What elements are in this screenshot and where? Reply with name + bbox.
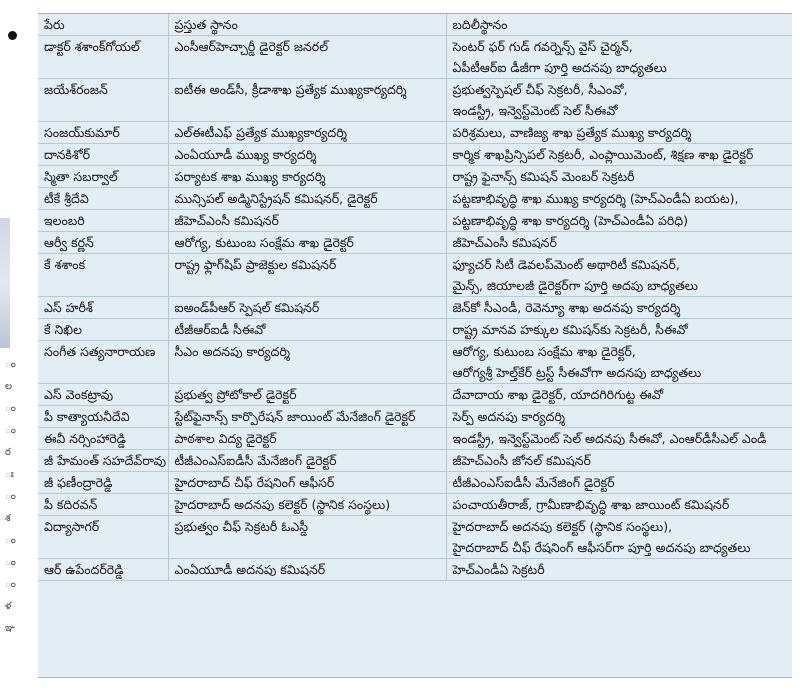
cell-line: కార్మిక శాఖప్రిన్సిపల్ సెక్రటరీ, ఎంప్లాయిమెంట్, శిక్షణ శాఖ డైరెక్టర్ bbox=[452, 147, 754, 162]
table-row bbox=[38, 559, 792, 581]
new-post-cell bbox=[446, 210, 792, 232]
new-post-cell bbox=[446, 472, 792, 494]
margin-fragment: ః bbox=[5, 469, 14, 480]
cell-line: జీహెచ్ఎంసీ జోనల్ కమిషనర్ bbox=[452, 453, 591, 468]
current-post-cell bbox=[168, 188, 446, 210]
table-row bbox=[38, 144, 792, 166]
cell-line: కే నిఖిల bbox=[44, 322, 82, 337]
cell-line: దేవాదాయ శాఖ డైరెక్టర్, యాదగిరిగుట్ట ఈవో bbox=[452, 387, 664, 402]
current-post-cell bbox=[168, 384, 446, 406]
cell-line: హైదరాబాద్ చీఫ్ రేషనింగ్ ఆఫీసర్ bbox=[174, 475, 335, 490]
cell-line: ఈవీ నర్సింహారెడ్డి bbox=[44, 431, 126, 446]
cell-line: ఎంఏయూడీ అదనపు కమిషనర్ bbox=[174, 562, 326, 577]
table-row bbox=[38, 232, 792, 254]
table-row bbox=[38, 254, 792, 297]
cell-line: రాష్ట్ర ఫ్లాగ్‌షిప్ ప్రాజెక్టుల కమిషనర్ bbox=[174, 257, 337, 272]
name-cell bbox=[38, 166, 168, 188]
cropped-photo-edge bbox=[0, 218, 10, 348]
new-post-cell bbox=[446, 122, 792, 144]
cell-line: సంజయ్‌కుమార్ bbox=[44, 125, 120, 140]
margin-fragment: ం bbox=[5, 425, 16, 436]
new-post-cell bbox=[446, 297, 792, 319]
current-post-cell bbox=[168, 144, 446, 166]
cell-line: పీ కాత్యాయనీదేవి bbox=[44, 409, 130, 424]
current-post-cell bbox=[168, 516, 446, 559]
name-cell bbox=[38, 210, 168, 232]
name-cell bbox=[38, 428, 168, 450]
cell-line: పట్టణాభివృద్ధి శాఖ కార్యదర్శి (హెచ్ఎండీఏ పరిధి) bbox=[452, 213, 688, 228]
cell-line: స్టేట్‌ఫైనాన్స్ కార్పొరేషన్ జాయింట్ మేనేజింగ్ డైరెక్టర్ bbox=[174, 409, 416, 424]
cell-line: పీ కదిరవన్ bbox=[44, 497, 98, 512]
table-row bbox=[38, 122, 792, 144]
cell-line: మైన్స్, జియాలజీ డైరెక్టర్‌గా పూర్తి అదపు బాధ్యతలు bbox=[452, 278, 698, 293]
current-post-cell bbox=[168, 232, 446, 254]
cell-line: హైదరాబాద్ చీఫ్ రేషనింగ్ ఆఫీసర్‌గా పూర్తి అదనపు బాధ్యతలు bbox=[452, 540, 751, 555]
margin-fragment: శ bbox=[5, 513, 11, 524]
cell-line: ఇండస్ట్రీ, ఇన్వెస్ట్‌మెంట్ సెల్ సీఈవో bbox=[452, 103, 618, 118]
cell-line: రాష్ట్ర మానవ హక్కుల కమిషన్‌కు సెక్రటరీ, సీఈవో bbox=[452, 322, 688, 337]
cell-line: కే శశాంక bbox=[44, 257, 86, 272]
cell-line: జెన్‌కో సీఎండీ, రెవెన్యూ శాఖ అదనపు కార్యదర్శి bbox=[452, 300, 681, 315]
current-post-cell bbox=[168, 79, 446, 122]
new-post-cell bbox=[446, 232, 792, 254]
new-post-cell bbox=[446, 450, 792, 472]
new-post-cell bbox=[446, 144, 792, 166]
name-cell bbox=[38, 559, 168, 581]
new-post-cell bbox=[446, 406, 792, 428]
cell-line: సీఎం అదనపు కార్యదర్శి bbox=[174, 344, 291, 359]
margin-fragment: ం bbox=[5, 535, 16, 546]
cell-line: స్మితా సబర్వాల్ bbox=[44, 169, 118, 184]
name-cell bbox=[38, 494, 168, 516]
bullet-icon bbox=[8, 31, 17, 40]
cell-line: ఎస్ వెంకట్రావు bbox=[44, 387, 114, 402]
new-post-cell bbox=[446, 166, 792, 188]
new-post-cell bbox=[446, 254, 792, 297]
cell-line: టీజీఎంఎస్ఐడీసీ మేనేజింగ్ డైరెక్టర్ bbox=[452, 475, 615, 490]
current-post-cell bbox=[168, 122, 446, 144]
table-row bbox=[38, 384, 792, 406]
new-post-cell bbox=[446, 319, 792, 341]
new-post-cell bbox=[446, 384, 792, 406]
new-post-cell bbox=[446, 428, 792, 450]
cell-line: ప్రభుత్వ ప్రోటోకాల్ డైరెక్టర్ bbox=[174, 387, 297, 402]
table-row bbox=[38, 472, 792, 494]
left-margin-strip bbox=[0, 0, 30, 691]
table-row bbox=[38, 341, 792, 384]
current-post-cell bbox=[168, 450, 446, 472]
header-name: పేరు bbox=[38, 14, 168, 36]
table-row bbox=[38, 166, 792, 188]
cell-line: జీహెచ్ఎంసీ కమిషనర్ bbox=[174, 213, 279, 228]
table-row bbox=[38, 450, 792, 472]
margin-fragment: ఞ bbox=[5, 623, 15, 634]
cell-line: సంగీత సత్యనారాయణ bbox=[44, 344, 156, 359]
cell-line: సెంటర్ ఫర్ గుడ్ గవర్నెన్స్ వైస్ చైర్మన్, bbox=[452, 39, 633, 54]
cell-line: జీ హేమంత్ సహదేవ్‌రావు bbox=[44, 453, 167, 468]
current-post-cell bbox=[168, 319, 446, 341]
margin-fragment: ం bbox=[5, 359, 16, 370]
name-cell bbox=[38, 297, 168, 319]
cell-line: మున్సిపల్ అడ్మినిస్ట్రేషన్ కమిషనర్, డైరెక్టర్ bbox=[174, 191, 378, 206]
cell-line: ఇండస్ట్రీ, ఇన్వెస్ట్‌మెంట్ సెల్ అదనపు సీఈవో, ఎంఆర్‌డీసీఎల్ ఎండీ bbox=[452, 431, 767, 446]
margin-fragment: ల bbox=[5, 381, 13, 392]
cell-line: ఎల్ఈటీఎఫ్ ప్రత్యేక ముఖ్యకార్యదర్శి bbox=[174, 125, 347, 140]
name-cell bbox=[38, 384, 168, 406]
new-post-cell bbox=[446, 516, 792, 559]
table-row bbox=[38, 319, 792, 341]
current-post-cell bbox=[168, 341, 446, 384]
header-new-post: బదిలీస్థానం bbox=[446, 14, 792, 36]
current-post-cell bbox=[168, 406, 446, 428]
cell-line: హైదరాబాద్ అదనపు కలెక్టర్ (స్థానిక సంస్థలు), bbox=[452, 519, 673, 534]
table-row bbox=[38, 36, 792, 79]
name-cell bbox=[38, 516, 168, 559]
table-row bbox=[38, 494, 792, 516]
name-cell bbox=[38, 254, 168, 297]
table-row bbox=[38, 210, 792, 232]
cell-line: ప్రభుత్వస్పెషల్ చీఫ్ సెక్రటరీ, సీఎంవో, bbox=[452, 82, 628, 97]
table-row bbox=[38, 516, 792, 559]
cell-line: పట్టణాభివృద్ధి శాఖ ముఖ్య కార్యదర్శి (హెచ్ఎండీఏ బయట), bbox=[452, 191, 739, 206]
cell-line: జీ ఫణీంద్రారెడ్డి bbox=[44, 475, 113, 490]
cell-line: ఆర్వీ కర్ణన్ bbox=[44, 235, 94, 250]
name-cell bbox=[38, 122, 168, 144]
cell-line: టీకే శ్రీదేవి bbox=[44, 191, 89, 206]
cell-line: ఐటీఈ అండ్‌సీ, క్రీడాశాఖ ప్రత్యేక ముఖ్యకార్యదర్శి bbox=[174, 82, 407, 97]
cell-line: ఆర్ ఉపేందర్‌రెడ్డి bbox=[44, 562, 124, 577]
current-post-cell bbox=[168, 254, 446, 297]
current-post-cell bbox=[168, 472, 446, 494]
name-cell bbox=[38, 341, 168, 384]
new-post-cell bbox=[446, 188, 792, 210]
name-cell bbox=[38, 232, 168, 254]
new-post-cell bbox=[446, 559, 792, 581]
table-header-row bbox=[38, 14, 792, 36]
current-post-cell bbox=[168, 494, 446, 516]
name-cell bbox=[38, 450, 168, 472]
cell-line: విద్యాసాగర్ bbox=[44, 519, 100, 534]
transfer-table bbox=[38, 14, 792, 581]
name-cell bbox=[38, 144, 168, 166]
cell-line: రాష్ట్ర ఫైనాన్స్ కమిషన్ మెంబర్ సెక్రటరీ bbox=[452, 169, 635, 184]
cell-line: ఆరోగ్యశ్రీ హెల్త్‌కేర్ ట్రస్ట్ సీఈవోగా అదనపు బాధ్యతలు bbox=[452, 365, 702, 380]
cell-line: దానకిశోర్ bbox=[44, 147, 91, 162]
current-post-cell bbox=[168, 166, 446, 188]
table-row bbox=[38, 188, 792, 210]
cell-line: టీజీఆర్ఐడీ సీఈవో bbox=[174, 322, 266, 337]
table-row bbox=[38, 79, 792, 122]
cell-line: ఏపీటీఆర్ఐ డీజీగా పూర్తి అదనపు బాధ్యతలు bbox=[452, 60, 667, 75]
margin-fragment: ం bbox=[5, 403, 16, 414]
cell-line: ఎస్ హరీశ్ bbox=[44, 300, 93, 315]
cell-line: టీజీఎంఎస్ఐడీసీ మేనేజింగ్ డైరెక్టర్ bbox=[174, 453, 337, 468]
current-post-cell bbox=[168, 36, 446, 79]
cell-line: హైదరాబాద్ అదనపు కలెక్టర్ (స్థానిక సంస్థలు) bbox=[174, 497, 391, 512]
margin-fragment: ం bbox=[5, 579, 16, 590]
current-post-cell bbox=[168, 559, 446, 581]
cell-line: ఎంసీఆర్‌హెచ్చార్డీ డైరెక్టర్ జనరల్ bbox=[174, 39, 329, 54]
table-row bbox=[38, 406, 792, 428]
margin-fragment: ం bbox=[5, 557, 16, 568]
cell-line: ఆరోగ్య, కుటుంబ సంక్షేమ శాఖ డైరెక్టర్, bbox=[452, 344, 636, 359]
margin-fragment: ళ bbox=[5, 601, 12, 612]
cell-line: సెర్ప్ అదనపు కార్యదర్శి bbox=[452, 409, 566, 424]
cell-line: పర్యాటక శాఖ ముఖ్య కార్యదర్శి bbox=[174, 169, 326, 184]
name-cell bbox=[38, 188, 168, 210]
cell-line: ఫ్యూచర్ సిటీ డెవలప్‌మెంట్ అథారిటీ కమిషనర్, bbox=[452, 257, 680, 272]
cell-line: ప్రభుత్వం చీఫ్ సెక్రటరీ ఓఎస్డీ bbox=[174, 519, 309, 534]
margin-fragment: ర bbox=[5, 447, 11, 458]
cell-line: జయేశ్‌రంజన్ bbox=[44, 82, 108, 97]
name-cell bbox=[38, 406, 168, 428]
cell-line: ఇలంబరి bbox=[44, 213, 85, 228]
cell-line: డాక్టర్ శశాంక్‌గోయల్ bbox=[44, 39, 140, 54]
cell-line: ఆరోగ్య, కుటుంబ సంక్షేమ శాఖ డైరెక్టర్ bbox=[174, 235, 354, 250]
current-post-cell bbox=[168, 210, 446, 232]
cell-line: ఐఅండ్‌పీఆర్ స్పెషల్ కమిషనర్ bbox=[174, 300, 320, 315]
transfer-table-container bbox=[38, 13, 792, 678]
new-post-cell bbox=[446, 79, 792, 122]
name-cell bbox=[38, 472, 168, 494]
margin-fragment: ం bbox=[5, 491, 16, 502]
new-post-cell bbox=[446, 36, 792, 79]
header-current-post: ప్రస్తుత స్థానం bbox=[168, 14, 446, 36]
name-cell bbox=[38, 79, 168, 122]
new-post-cell bbox=[446, 341, 792, 384]
new-post-cell bbox=[446, 494, 792, 516]
name-cell bbox=[38, 36, 168, 79]
cell-line: పంచాయతీరాజ్, గ్రామీణాభివృద్ధి శాఖ జాయింట్ కమిషనర్ bbox=[452, 497, 730, 512]
table-row bbox=[38, 428, 792, 450]
current-post-cell bbox=[168, 428, 446, 450]
cell-line: ఎంఏయూడీ ముఖ్య కార్యదర్శి bbox=[174, 147, 317, 162]
table-row bbox=[38, 297, 792, 319]
cell-line: పరిశ్రమలు, వాణిజ్య శాఖ ప్రత్యేక ముఖ్య కార్యదర్శి bbox=[452, 125, 692, 140]
cell-line: పాఠశాల విద్య డైరెక్టర్ bbox=[174, 431, 277, 446]
current-post-cell bbox=[168, 297, 446, 319]
cell-line: హెచ్ఎండీఏ సెక్రటరీ bbox=[452, 562, 545, 577]
cell-line: జీహెచ్ఎంసీ కమిషనర్ bbox=[452, 235, 557, 250]
name-cell bbox=[38, 319, 168, 341]
